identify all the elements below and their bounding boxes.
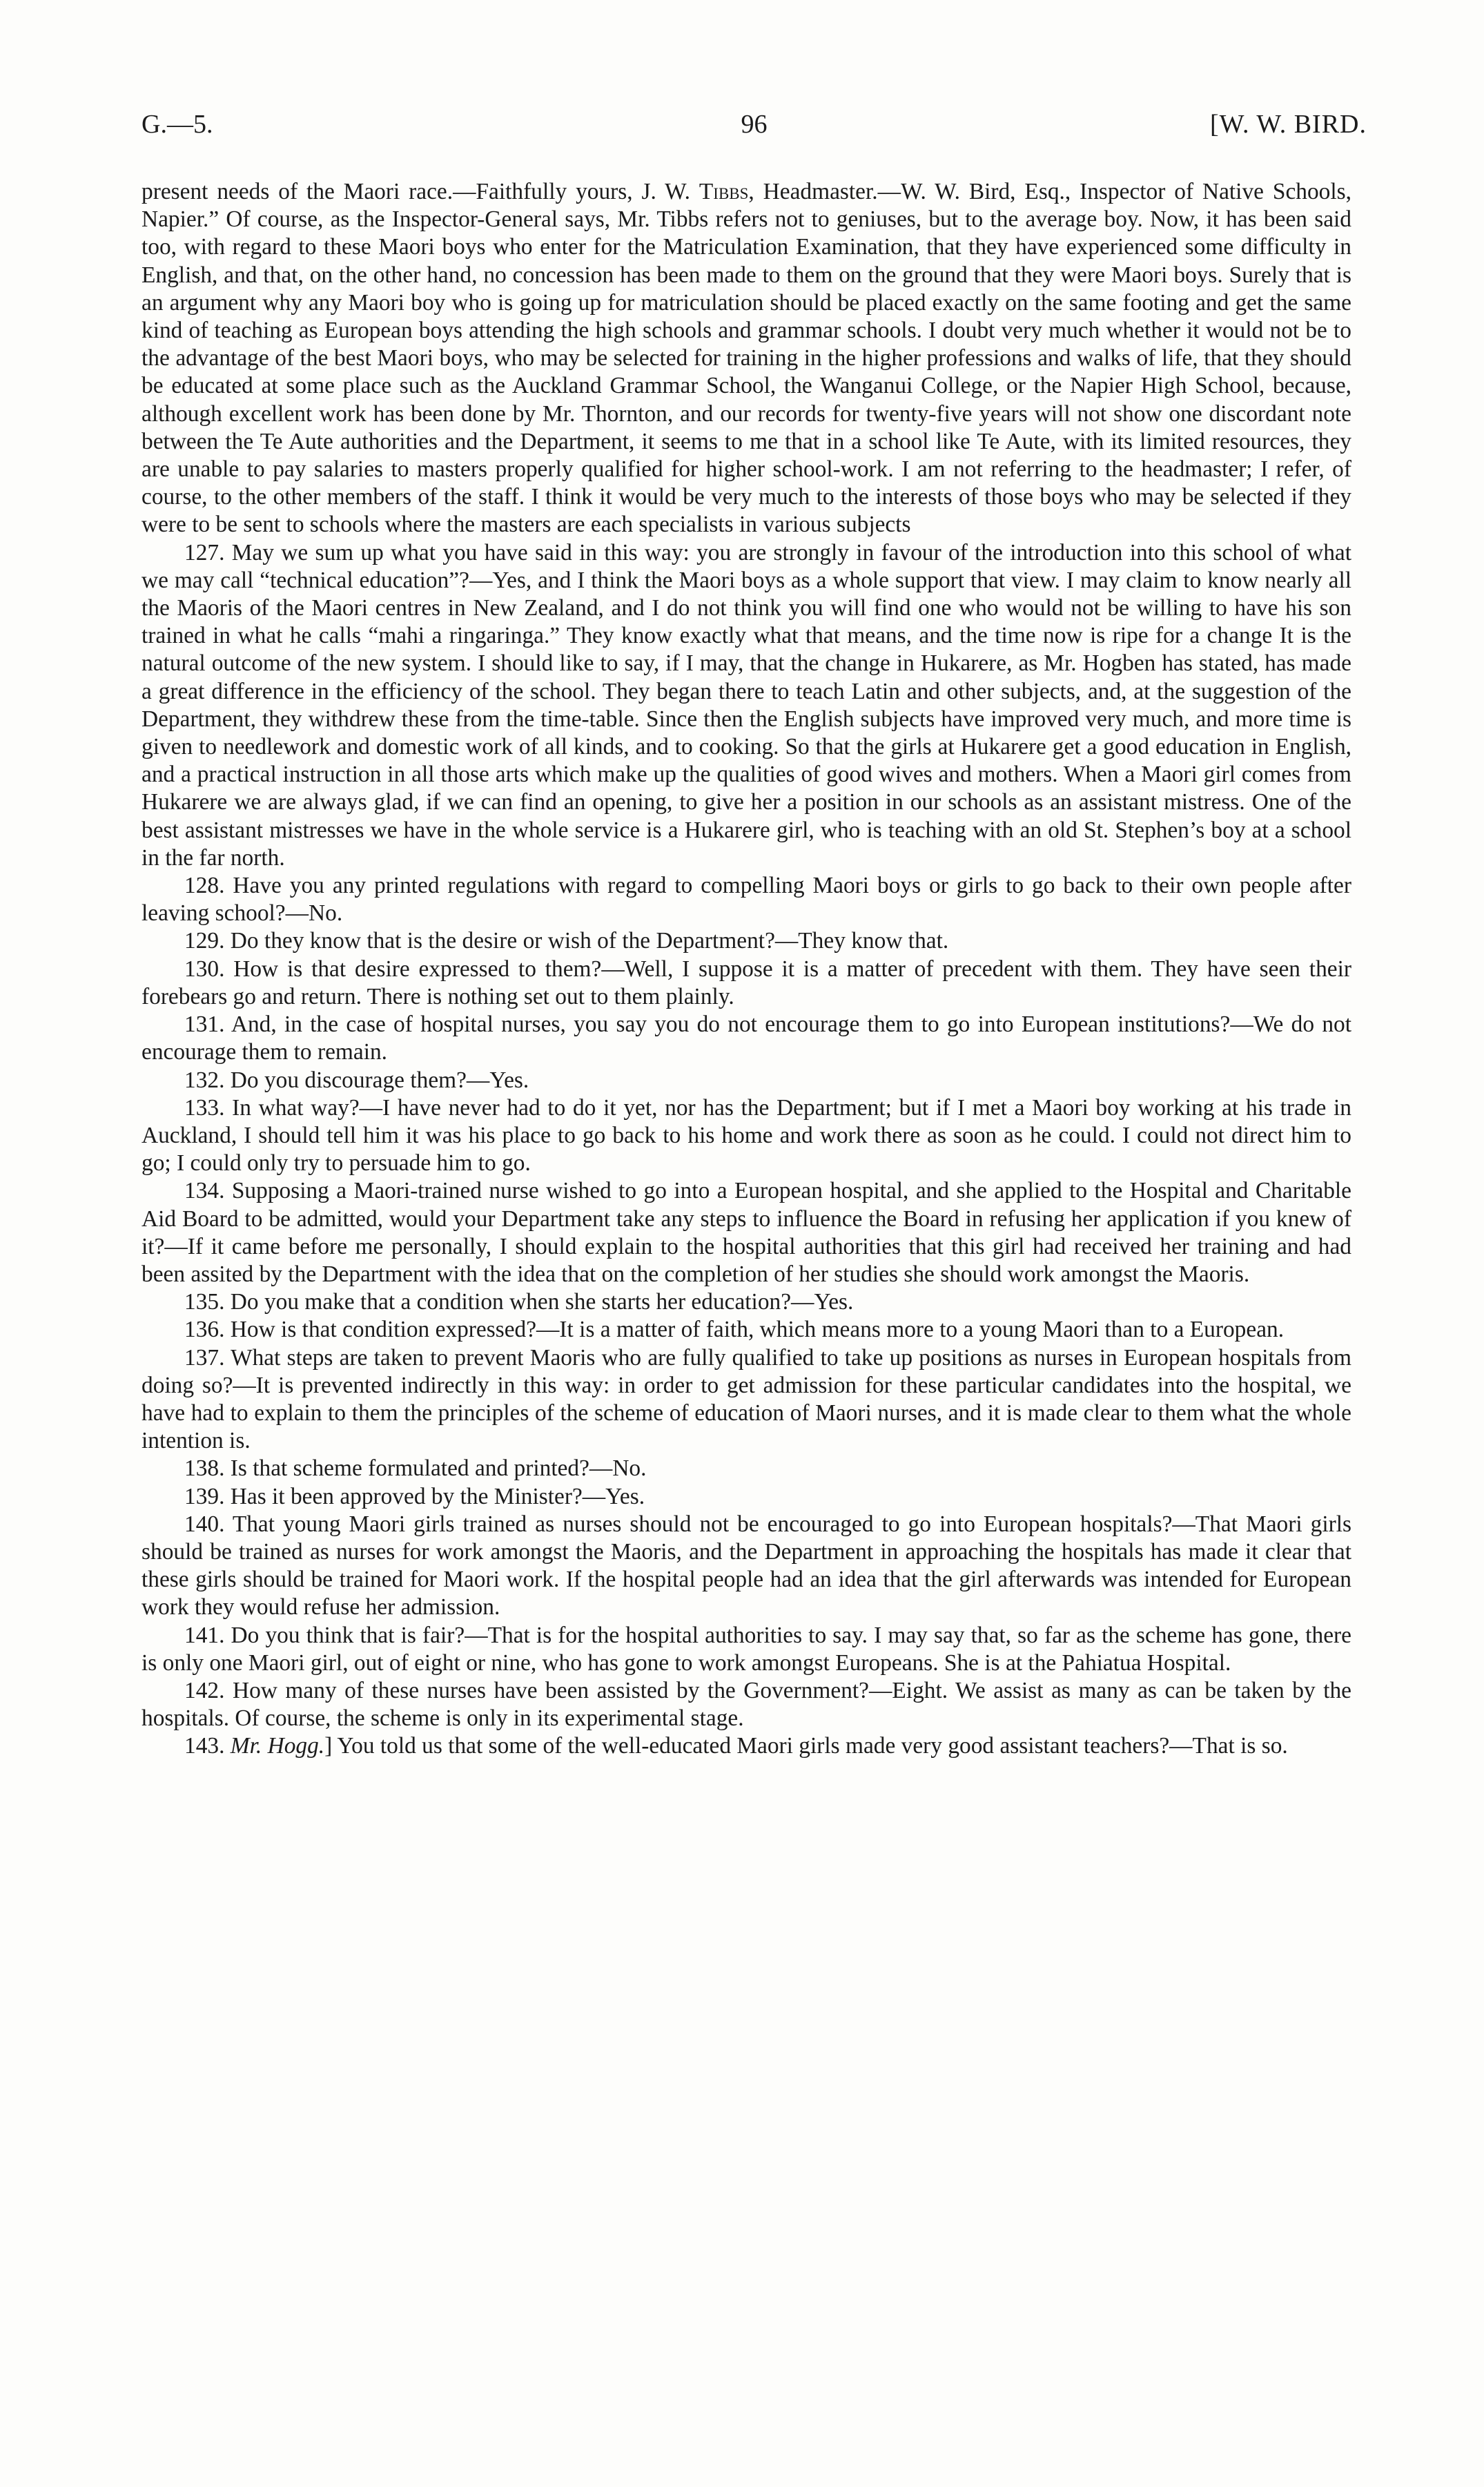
question-135: 135. Do you make that a condition when she starts her education?—Yes. — [184, 1289, 854, 1315]
question-140: 140. That young Maori girls trained as nurses should not be encouraged to go into European hospitals?—That Maori girls should be trained as nurses for work amongst the Maoris, and the Department in approaching the hospitals has made it clear that these girls should be trained for Maori work. If the hospital people had an idea that the girl afterwards was intended for European work they would refuse her admission. — [141, 1511, 1351, 1620]
question-131: 131. And, in the case of hospital nurses, you say you do not encourage them to go into European institutions?—We do not encourage them to remain. — [141, 1012, 1351, 1065]
question-136: 136. How is that condition expressed?—It is a matter of faith, which means more to a young Maori than to a European. — [184, 1317, 1285, 1343]
signatory-name: Tibbs — [699, 179, 749, 204]
question-141: 141. Do you think that is fair?—That is for the hospital authorities to say. I may say that, so far as the scheme has gone, there is only one Maori girl, out of eight or nine, who has gone to work amongst Europeans. She is at the Pahiatua Hospital. — [141, 1622, 1351, 1676]
intro-paragraph — [141, 178, 1351, 539]
question-139: 139. Has it been approved by the Minister?—Yes. — [184, 1483, 645, 1509]
question-128: 128. Have you any printed regulations with regard to compelling Maori boys or girls to go back to their own people after leaving school?—No. — [141, 873, 1351, 927]
question-143-text: ] You told us that some of the well-educated Maori girls made very good assistant teachers?—That is so. — [324, 1733, 1288, 1759]
question-127: 127. May we sum up what you have said in this way: you are strongly in favour of the introduction into this school of what we may call “technical education”?—Yes, and I think the Maori boys as a whole support that view. I may claim to know nearly all the Maoris of the Maori centres in New Zealand, and I do not think you will find one who would not be willing to have his son trained in what he calls “mahi a ringaringa.” They know exactly what that means, and the time now is ripe for a change It is the natural outcome of the new system. I should like to say, if I may, that the change in Hukarere, as Mr. Hogben has stated, has made a great difference in the efficiency of the school. They began there to teach Latin and other subjects, and, at the suggestion of the Department, they withdrew these from the time-table. Since then the English subjects have improved very much, and more time is given to needlework and domestic work of all kinds, and to cooking. So that the girls at Hukarere get a good education in English, and a practical instruction in all those arts which make up the qualities of good wives and mothers. When a Maori girl comes from Hukarere we are always glad, if we can find an opening, to give her a position in our schools as an assistant mistress. One of the best assistant mistresses we have in the whole service is a Hukarere girl, who is teaching with an old St. Stephen’s boy at a school in the far north. — [141, 539, 1351, 871]
question-132: 132. Do you discourage them?—Yes. — [184, 1067, 529, 1093]
question-129: 129. Do they know that is the desire or wish of the Department?—They know that. — [184, 928, 949, 954]
intro-text-b: , Headmaster.—W. W. Bird, Esq., Inspector of Native Schools, Napier.” Of course, as the Inspector-General says, Mr. Tibbs refers not to geniuses, but to the average boy. Now, it has been said too, with regard to these Maori boys who enter for the Matriculation Examination, that they have experienced some difficulty in English, and that, on the other hand, no concession has been made to them on the ground that they were Maori boys. Surely that is an argument why any Maori boy who is going up for matriculation should be placed exactly on the same footing and get the same kind of teaching as European boys attending the high schools and grammar schools. I doubt very much whether it would not be to the advantage of the best Maori boys, who may be selected for training in the higher professions and walks of life, that they should be educated at some place such as the Auckland Grammar School, the Wanganui College, or the Napier High School, because, although excellent work has been done by Mr. Thornton, and our records for twenty-five years will not show one discordant note between the Te Aute authorities and the Department, it seems to me that in a school like Te Aute, with its limited resources, they are unable to pay salaries to masters properly qualified for higher school-work. I am not referring to the headmaster; I refer, of course, to the other members of the staff. I think it would be very much to the interests of those boys who may be selected if they were to be sent to schools where the masters are each specialists in various subjects — [141, 179, 1351, 538]
document-reference: G.—5. — [141, 110, 213, 139]
question-137: 137. What steps are taken to prevent Maoris who are fully qualified to take up positions as nurses in European hospitals from doing so?—It is prevented indirectly in this way: in order to get admission for these particular candidates into the hospital, we have had to explain to them the principles of the scheme of education of Maori nurses, and it is made clear to them what the whole intention is. — [141, 1344, 1351, 1454]
body-text — [141, 178, 1351, 1761]
question-143-number: 143. — [184, 1733, 231, 1759]
question-130: 130. How is that desire expressed to them?—Well, I suppose it is a matter of precedent with them. They have seen their forebears go and return. There is nothing set out to them plainly. — [141, 956, 1351, 1009]
question-138: 138. Is that scheme formulated and printed?—No. — [184, 1455, 647, 1482]
page-header — [141, 109, 1367, 151]
question-133: 133. In what way?—I have never had to do it yet, nor has the Department; but if I met a Maori boy working at his trade in Auckland, I should tell him it was his place to go back to his home and work there as soon as he could. I could not direct him to go; I could only try to persuade him to go. — [141, 1094, 1351, 1177]
witness-name: [W. W. BIRD. — [1209, 110, 1367, 139]
question-143 — [141, 1732, 1351, 1760]
question-142: 142. How many of these nurses have been assisted by the Government?—Eight. We assist as many as can be taken by the hospitals. Of course, the scheme is only in its experimental stage. — [141, 1677, 1351, 1732]
question-143-speaker: Mr. Hogg. — [230, 1733, 325, 1759]
intro-text-a: present needs of the Maori race.—Faithfully yours, J. W. — [141, 179, 699, 204]
page-number: 96 — [741, 110, 768, 139]
question-134: 134. Supposing a Maori-trained nurse wished to go into a European hospital, and she applied to the Hospital and Charitable Aid Board to be admitted, would your Department take any steps to influence the Board in refusing her application if you knew of it?—If it came before me personally, I should explain to the hospital authorities that this girl had received her training and had been assited by the Department with the idea that on the completion of her studies she should work amongst the Maoris. — [141, 1178, 1351, 1287]
